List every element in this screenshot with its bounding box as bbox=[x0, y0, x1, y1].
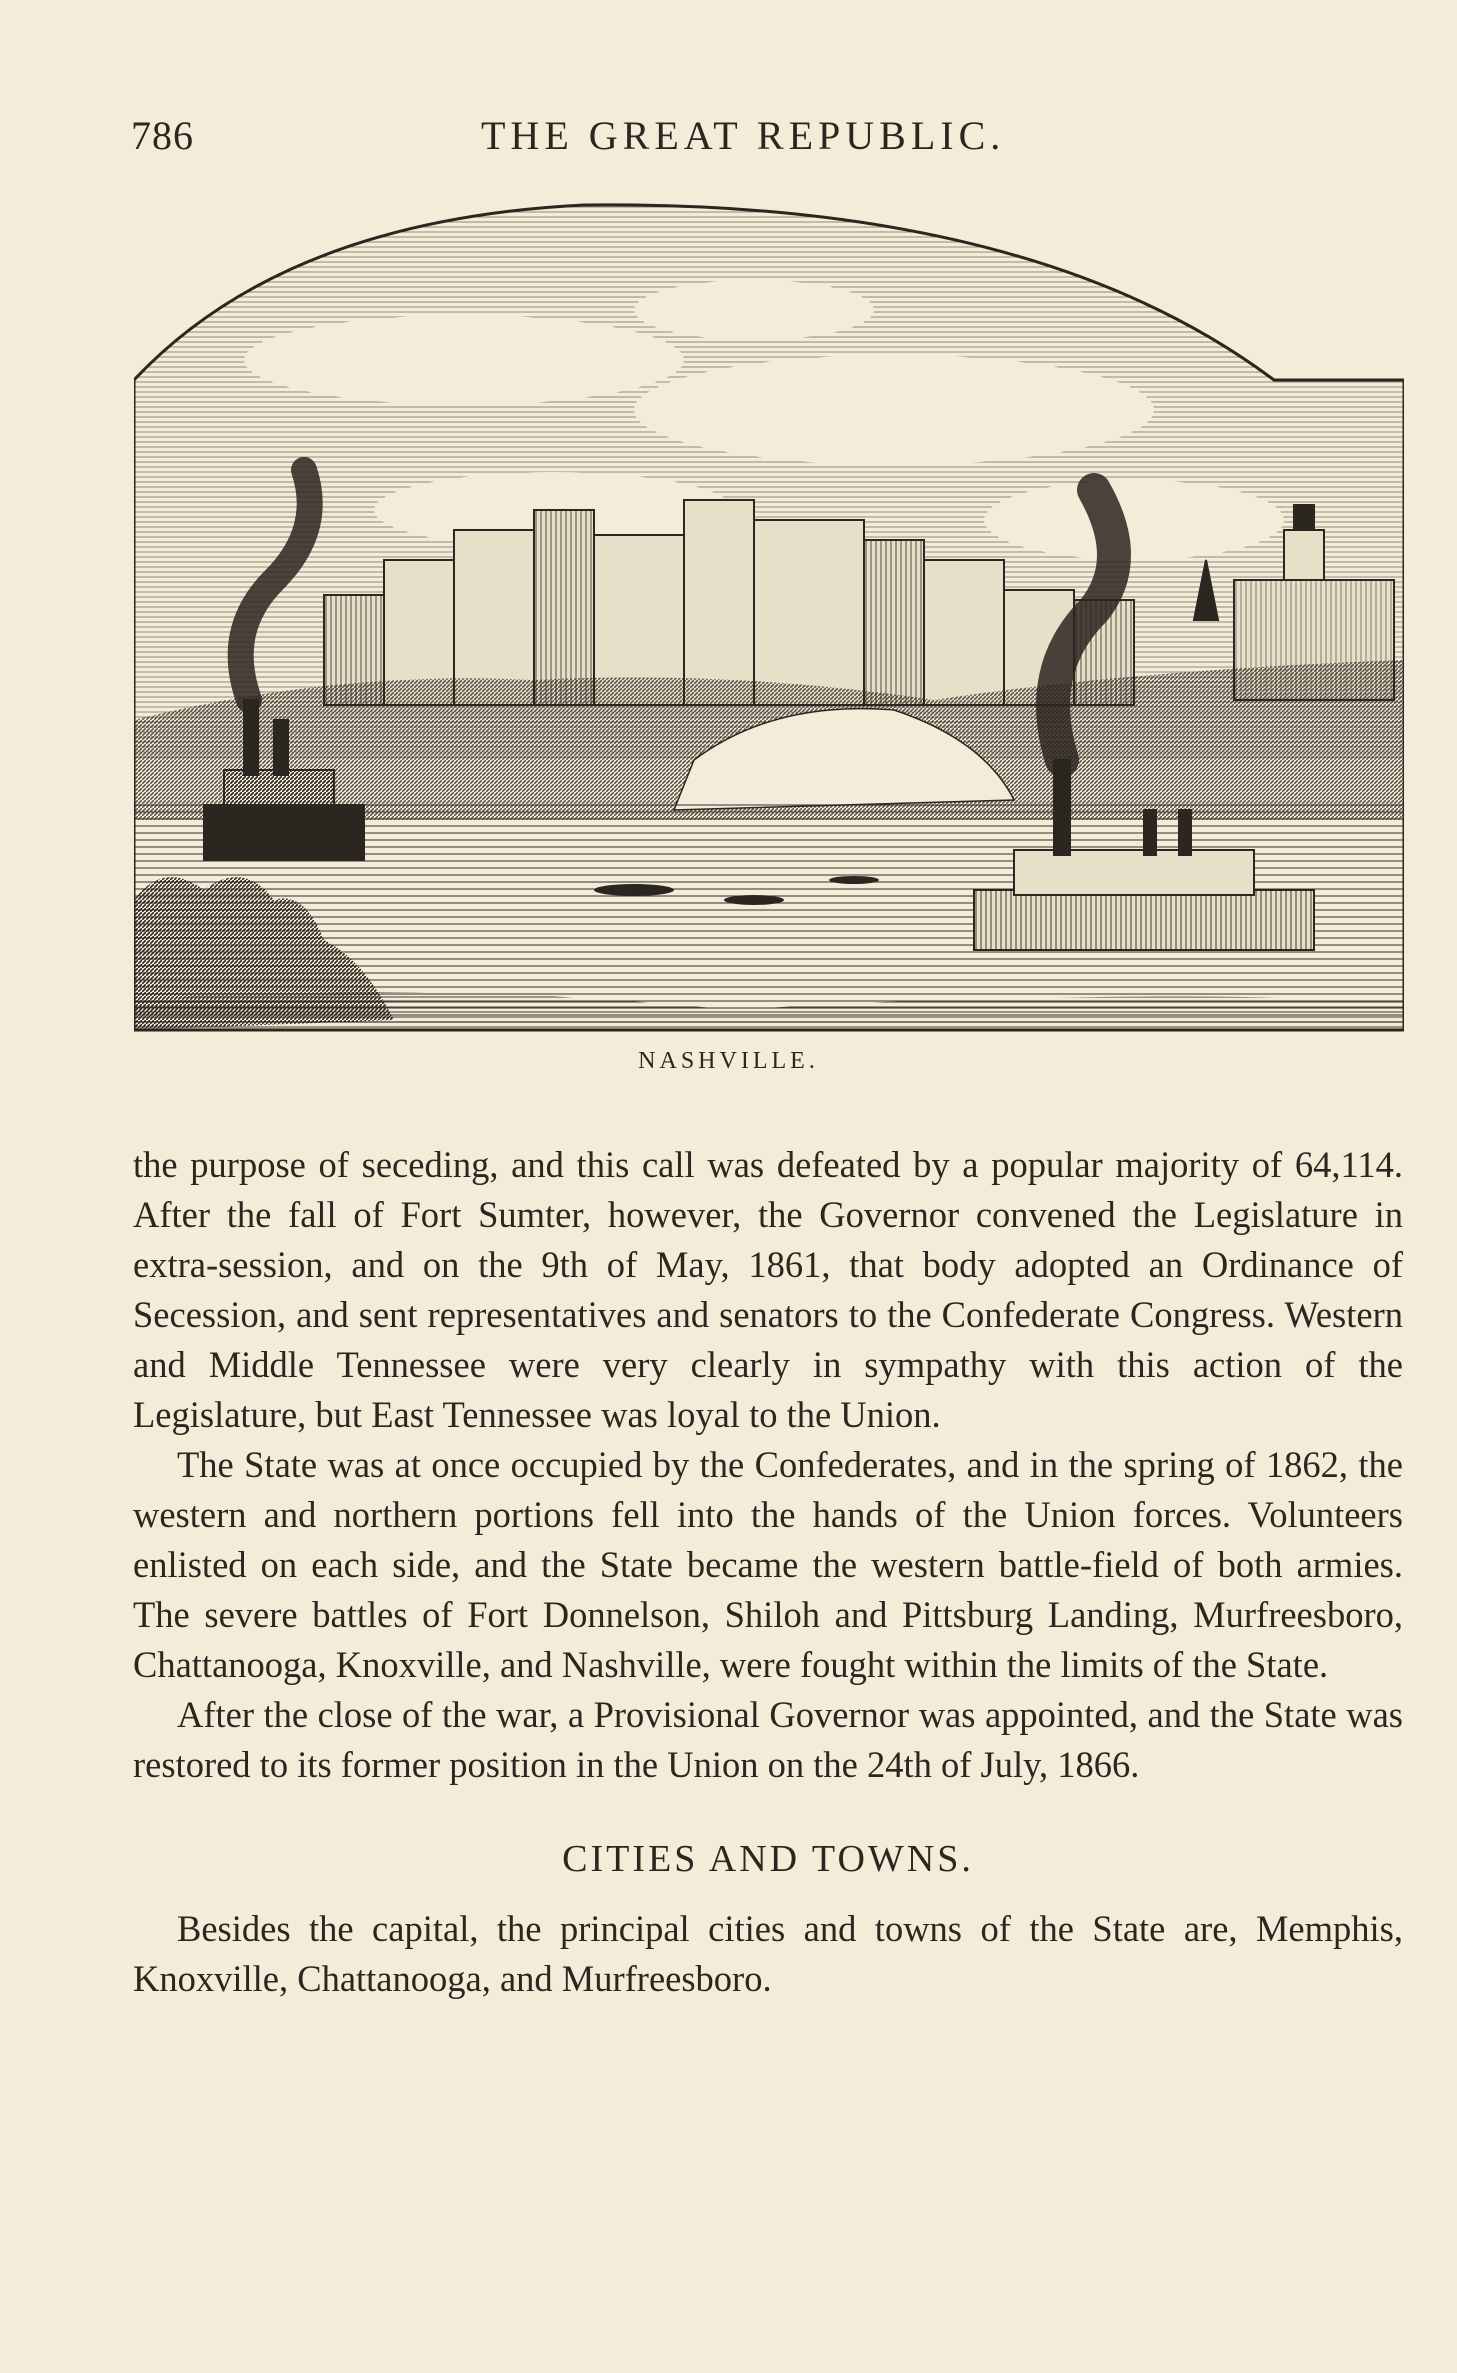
section-heading: CITIES AND TOWNS. bbox=[562, 1838, 974, 1880]
paragraph-2: The State was at once occupied by the Confederates, and in the spring of 1862, the western and northern portions fell into the hands of the Union forces. Volunteers enlisted on each side, and the State became the western battle-field of both armies. The severe battles of Fort Donnelson, Shiloh and Pittsburg Landing, Murfreesboro, Chattanooga, Knoxville, and Nashville, were fought within the limits of the State. bbox=[133, 1444, 1403, 1685]
section-paragraph: Besides the capital, the principal cities and towns of the State are, Memphis, Knoxville, Chattanooga, and Murfreesboro. bbox=[133, 1908, 1403, 1999]
running-title: THE GREAT REPUBLIC. bbox=[481, 113, 1006, 158]
main-text bbox=[133, 1140, 1403, 2004]
illustration-caption: NASHVILLE. bbox=[638, 1048, 819, 1074]
paragraph-3: After the close of the war, a Provisional Governor was appointed, and the State was restored to its former position in the Union on the 24th of July, 1866. bbox=[133, 1694, 1403, 1785]
page-number: 786 bbox=[131, 113, 194, 158]
nashville-engraving-icon bbox=[134, 200, 1404, 1040]
paragraph-1: the purpose of seceding, and this call was defeated by a popular majority of 64,114. After the fall of Fort Sumter, however, the Governor convened the Legislature in extra-session, and on the 9th of May, 1861, that body adopted an Ordinance of Secession, and sent representatives and senators to the Confederate Congress. Western and Middle Tennessee were very clearly in sympathy with this action of the Legislature, but East Tennessee was loyal to the Union. bbox=[133, 1144, 1403, 1435]
page-header bbox=[131, 112, 1401, 172]
